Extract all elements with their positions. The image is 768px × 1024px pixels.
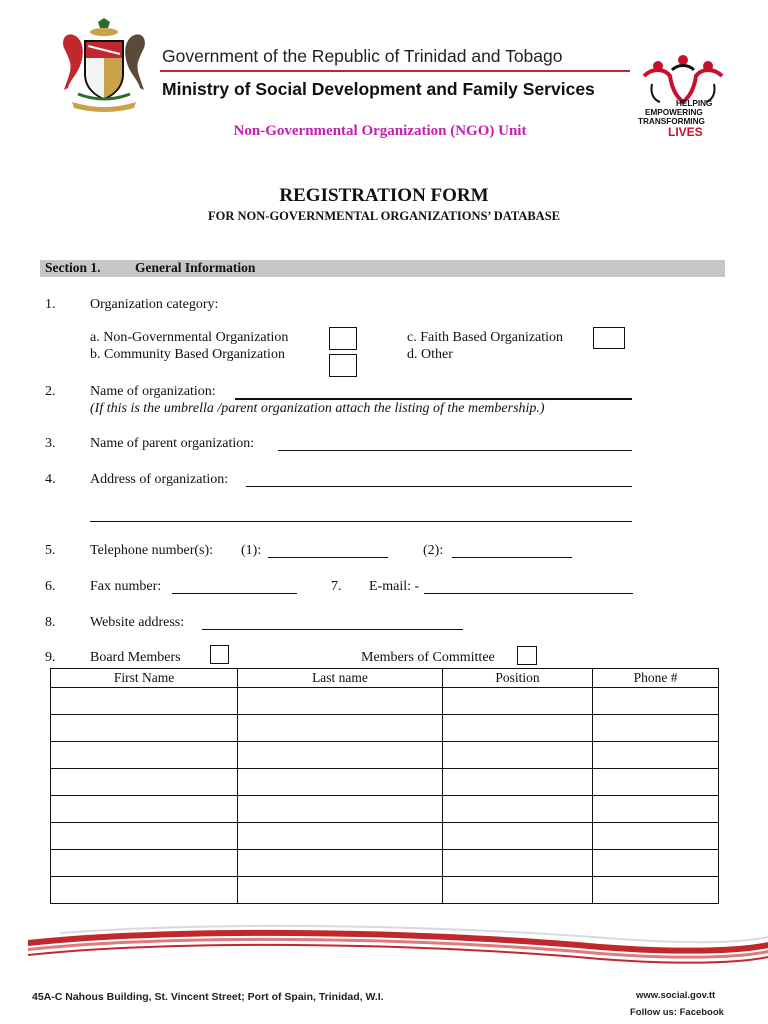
- cell-first-name[interactable]: [51, 796, 238, 823]
- table-row: [51, 769, 719, 796]
- question-3-label: Name of parent organization:: [90, 436, 255, 451]
- table-row: [51, 742, 719, 769]
- option-c-checkbox[interactable]: [593, 327, 625, 349]
- table-row: [51, 688, 719, 715]
- question-1-label: Organization category:: [90, 297, 219, 312]
- committee-members-label: Members of Committee: [361, 650, 495, 665]
- cell-position[interactable]: [443, 796, 593, 823]
- question-7-label: E-mail: -: [369, 579, 420, 594]
- option-d-label: d. Other: [407, 347, 453, 362]
- question-8-number: 8.: [45, 615, 56, 630]
- ministry-logo: [638, 54, 728, 146]
- cell-position[interactable]: [443, 769, 593, 796]
- cell-position[interactable]: [443, 850, 593, 877]
- question-2-label: Name of organization:: [90, 384, 216, 399]
- option-c-label: c. Faith Based Organization: [407, 330, 564, 345]
- cell-position[interactable]: [443, 715, 593, 742]
- cell-last-name[interactable]: [238, 796, 443, 823]
- question-1-number: 1.: [45, 297, 56, 312]
- cell-phone[interactable]: [593, 769, 719, 796]
- cell-phone[interactable]: [593, 688, 719, 715]
- cell-first-name[interactable]: [51, 769, 238, 796]
- logo-word-lives: LIVES: [668, 125, 703, 139]
- question-2-number: 2.: [45, 384, 56, 399]
- phone-1-label: (1):: [241, 543, 262, 558]
- question-9-number: 9.: [45, 650, 56, 665]
- column-header-last-name: Last name: [238, 669, 443, 688]
- question-3-number: 3.: [45, 436, 56, 451]
- board-members-label: Board Members: [90, 650, 181, 665]
- cell-position[interactable]: [443, 823, 593, 850]
- logo-word-transforming: TRANSFORMING: [638, 117, 705, 126]
- section-title: General Information: [135, 260, 256, 275]
- footer-social-link[interactable]: Follow us: Facebook: [630, 1007, 724, 1018]
- board-members-checkbox[interactable]: [210, 645, 229, 664]
- question-7-number: 7.: [331, 579, 342, 594]
- cell-first-name[interactable]: [51, 742, 238, 769]
- address-field-line-1[interactable]: [246, 486, 632, 487]
- cell-last-name[interactable]: [238, 823, 443, 850]
- cell-last-name[interactable]: [238, 769, 443, 796]
- question-6-label: Fax number:: [90, 579, 162, 594]
- question-4-label: Address of organization:: [90, 472, 229, 487]
- cell-first-name[interactable]: [51, 688, 238, 715]
- members-table: [50, 668, 719, 904]
- phone-1-field[interactable]: [268, 557, 388, 558]
- question-5-number: 5.: [45, 543, 56, 558]
- cell-last-name[interactable]: [238, 850, 443, 877]
- cell-first-name[interactable]: [51, 850, 238, 877]
- header-divider: [160, 70, 630, 72]
- footer-swoosh: [0, 918, 768, 966]
- cell-first-name[interactable]: [51, 715, 238, 742]
- question-2-note: (If this is the umbrella /parent organization attach the listing of the membership.): [90, 401, 545, 416]
- cell-phone[interactable]: [593, 796, 719, 823]
- cell-position[interactable]: [443, 742, 593, 769]
- family-figures-icon: [638, 54, 728, 104]
- phone-2-label: (2):: [423, 543, 444, 558]
- table-header-row: [51, 669, 719, 688]
- organization-name-field[interactable]: [235, 398, 632, 400]
- cell-phone[interactable]: [593, 742, 719, 769]
- footer-address: 45A-C Nahous Building, St. Vincent Street; Port of Spain, Trinidad, W.I.: [32, 991, 384, 1003]
- table-row: [51, 877, 719, 904]
- email-field[interactable]: [424, 593, 633, 594]
- members-table-body: [51, 688, 719, 904]
- cell-phone[interactable]: [593, 850, 719, 877]
- cell-last-name[interactable]: [238, 715, 443, 742]
- parent-organization-field[interactable]: [278, 450, 632, 451]
- question-5-label: Telephone number(s):: [90, 543, 214, 558]
- option-a-label: a. Non-Governmental Organization: [90, 330, 289, 345]
- table-row: [51, 850, 719, 877]
- cell-last-name[interactable]: [238, 877, 443, 904]
- website-field[interactable]: [202, 629, 463, 630]
- cell-last-name[interactable]: [238, 742, 443, 769]
- unit-heading: Non-Governmental Organization (NGO) Unit: [233, 123, 527, 139]
- section-number: Section 1.: [45, 260, 101, 275]
- fax-field[interactable]: [172, 593, 297, 594]
- table-row: [51, 823, 719, 850]
- column-header-position: Position: [443, 669, 593, 688]
- option-b-label: b. Community Based Organization: [90, 347, 285, 362]
- cell-position[interactable]: [443, 877, 593, 904]
- form-subtitle: FOR NON-GOVERNMENTAL ORGANIZATIONS’ DATABASE: [208, 209, 560, 223]
- coat-of-arms-icon: [58, 18, 150, 114]
- table-row: [51, 796, 719, 823]
- ministry-heading: Ministry of Social Development and Family Services: [162, 79, 595, 99]
- cell-last-name[interactable]: [238, 688, 443, 715]
- committee-members-checkbox[interactable]: [517, 646, 537, 665]
- question-6-number: 6.: [45, 579, 56, 594]
- logo-word-helping: HELPING: [676, 99, 713, 108]
- column-header-first-name: First Name: [51, 669, 238, 688]
- cell-first-name[interactable]: [51, 877, 238, 904]
- logo-word-empowering: EMPOWERING: [645, 108, 703, 117]
- cell-phone[interactable]: [593, 715, 719, 742]
- column-header-phone: Phone #: [593, 669, 719, 688]
- government-heading: Government of the Republic of Trinidad and Tobago: [162, 46, 563, 66]
- footer-website-link[interactable]: www.social.gov.tt: [636, 990, 716, 1001]
- form-title: REGISTRATION FORM: [279, 185, 489, 206]
- table-row: [51, 715, 719, 742]
- option-a-checkbox[interactable]: [329, 327, 357, 350]
- question-4-number: 4.: [45, 472, 56, 487]
- cell-phone[interactable]: [593, 877, 719, 904]
- address-field-line-2[interactable]: [90, 521, 632, 522]
- cell-first-name[interactable]: [51, 823, 238, 850]
- question-8-label: Website address:: [90, 615, 185, 630]
- cell-position[interactable]: [443, 688, 593, 715]
- option-b-checkbox[interactable]: [329, 354, 357, 377]
- phone-2-field[interactable]: [452, 557, 572, 558]
- cell-phone[interactable]: [593, 823, 719, 850]
